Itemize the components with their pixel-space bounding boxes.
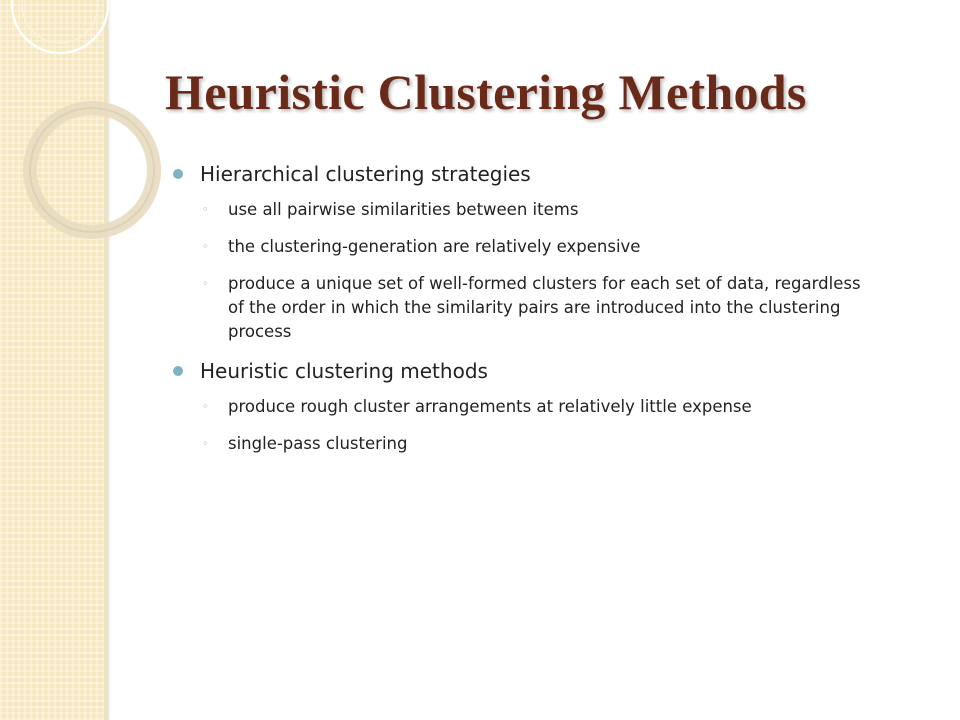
list-item	[170, 432, 880, 456]
ring-bullet-icon: ◦	[202, 437, 209, 450]
section-heading: Hierarchical clustering strategies	[200, 162, 531, 186]
item-text: single-pass clustering	[228, 434, 408, 453]
bullet-list	[170, 160, 880, 469]
ring-bullet-icon: ◦	[202, 400, 209, 413]
item-text: the clustering-generation are relatively expensive	[228, 237, 641, 256]
item-text: produce rough cluster arrangements at relatively little expense	[228, 397, 752, 416]
list-item	[170, 272, 880, 344]
list-item	[170, 198, 880, 222]
bullet-icon	[173, 366, 183, 376]
panel-edge-divider	[104, 0, 108, 720]
ring-bullet-icon: ◦	[202, 277, 209, 290]
list-item	[170, 160, 880, 188]
section-hierarchical	[170, 160, 880, 344]
item-text: produce a unique set of well-formed clusters for each set of data, regardless of the order in which the similarity pairs are introduced into the clustering process	[228, 274, 861, 341]
decorative-side-panel	[0, 0, 106, 720]
slide-title: Heuristic Clustering Methods	[165, 64, 807, 120]
list-item	[170, 357, 880, 385]
item-text: use all pairwise similarities between items	[228, 200, 579, 219]
list-item	[170, 235, 880, 259]
section-heading: Heuristic clustering methods	[200, 359, 488, 383]
ring-bullet-icon: ◦	[202, 240, 209, 253]
bullet-icon	[173, 169, 183, 179]
list-item	[170, 395, 880, 419]
section-heuristic	[170, 357, 880, 456]
ring-bullet-icon: ◦	[202, 203, 209, 216]
